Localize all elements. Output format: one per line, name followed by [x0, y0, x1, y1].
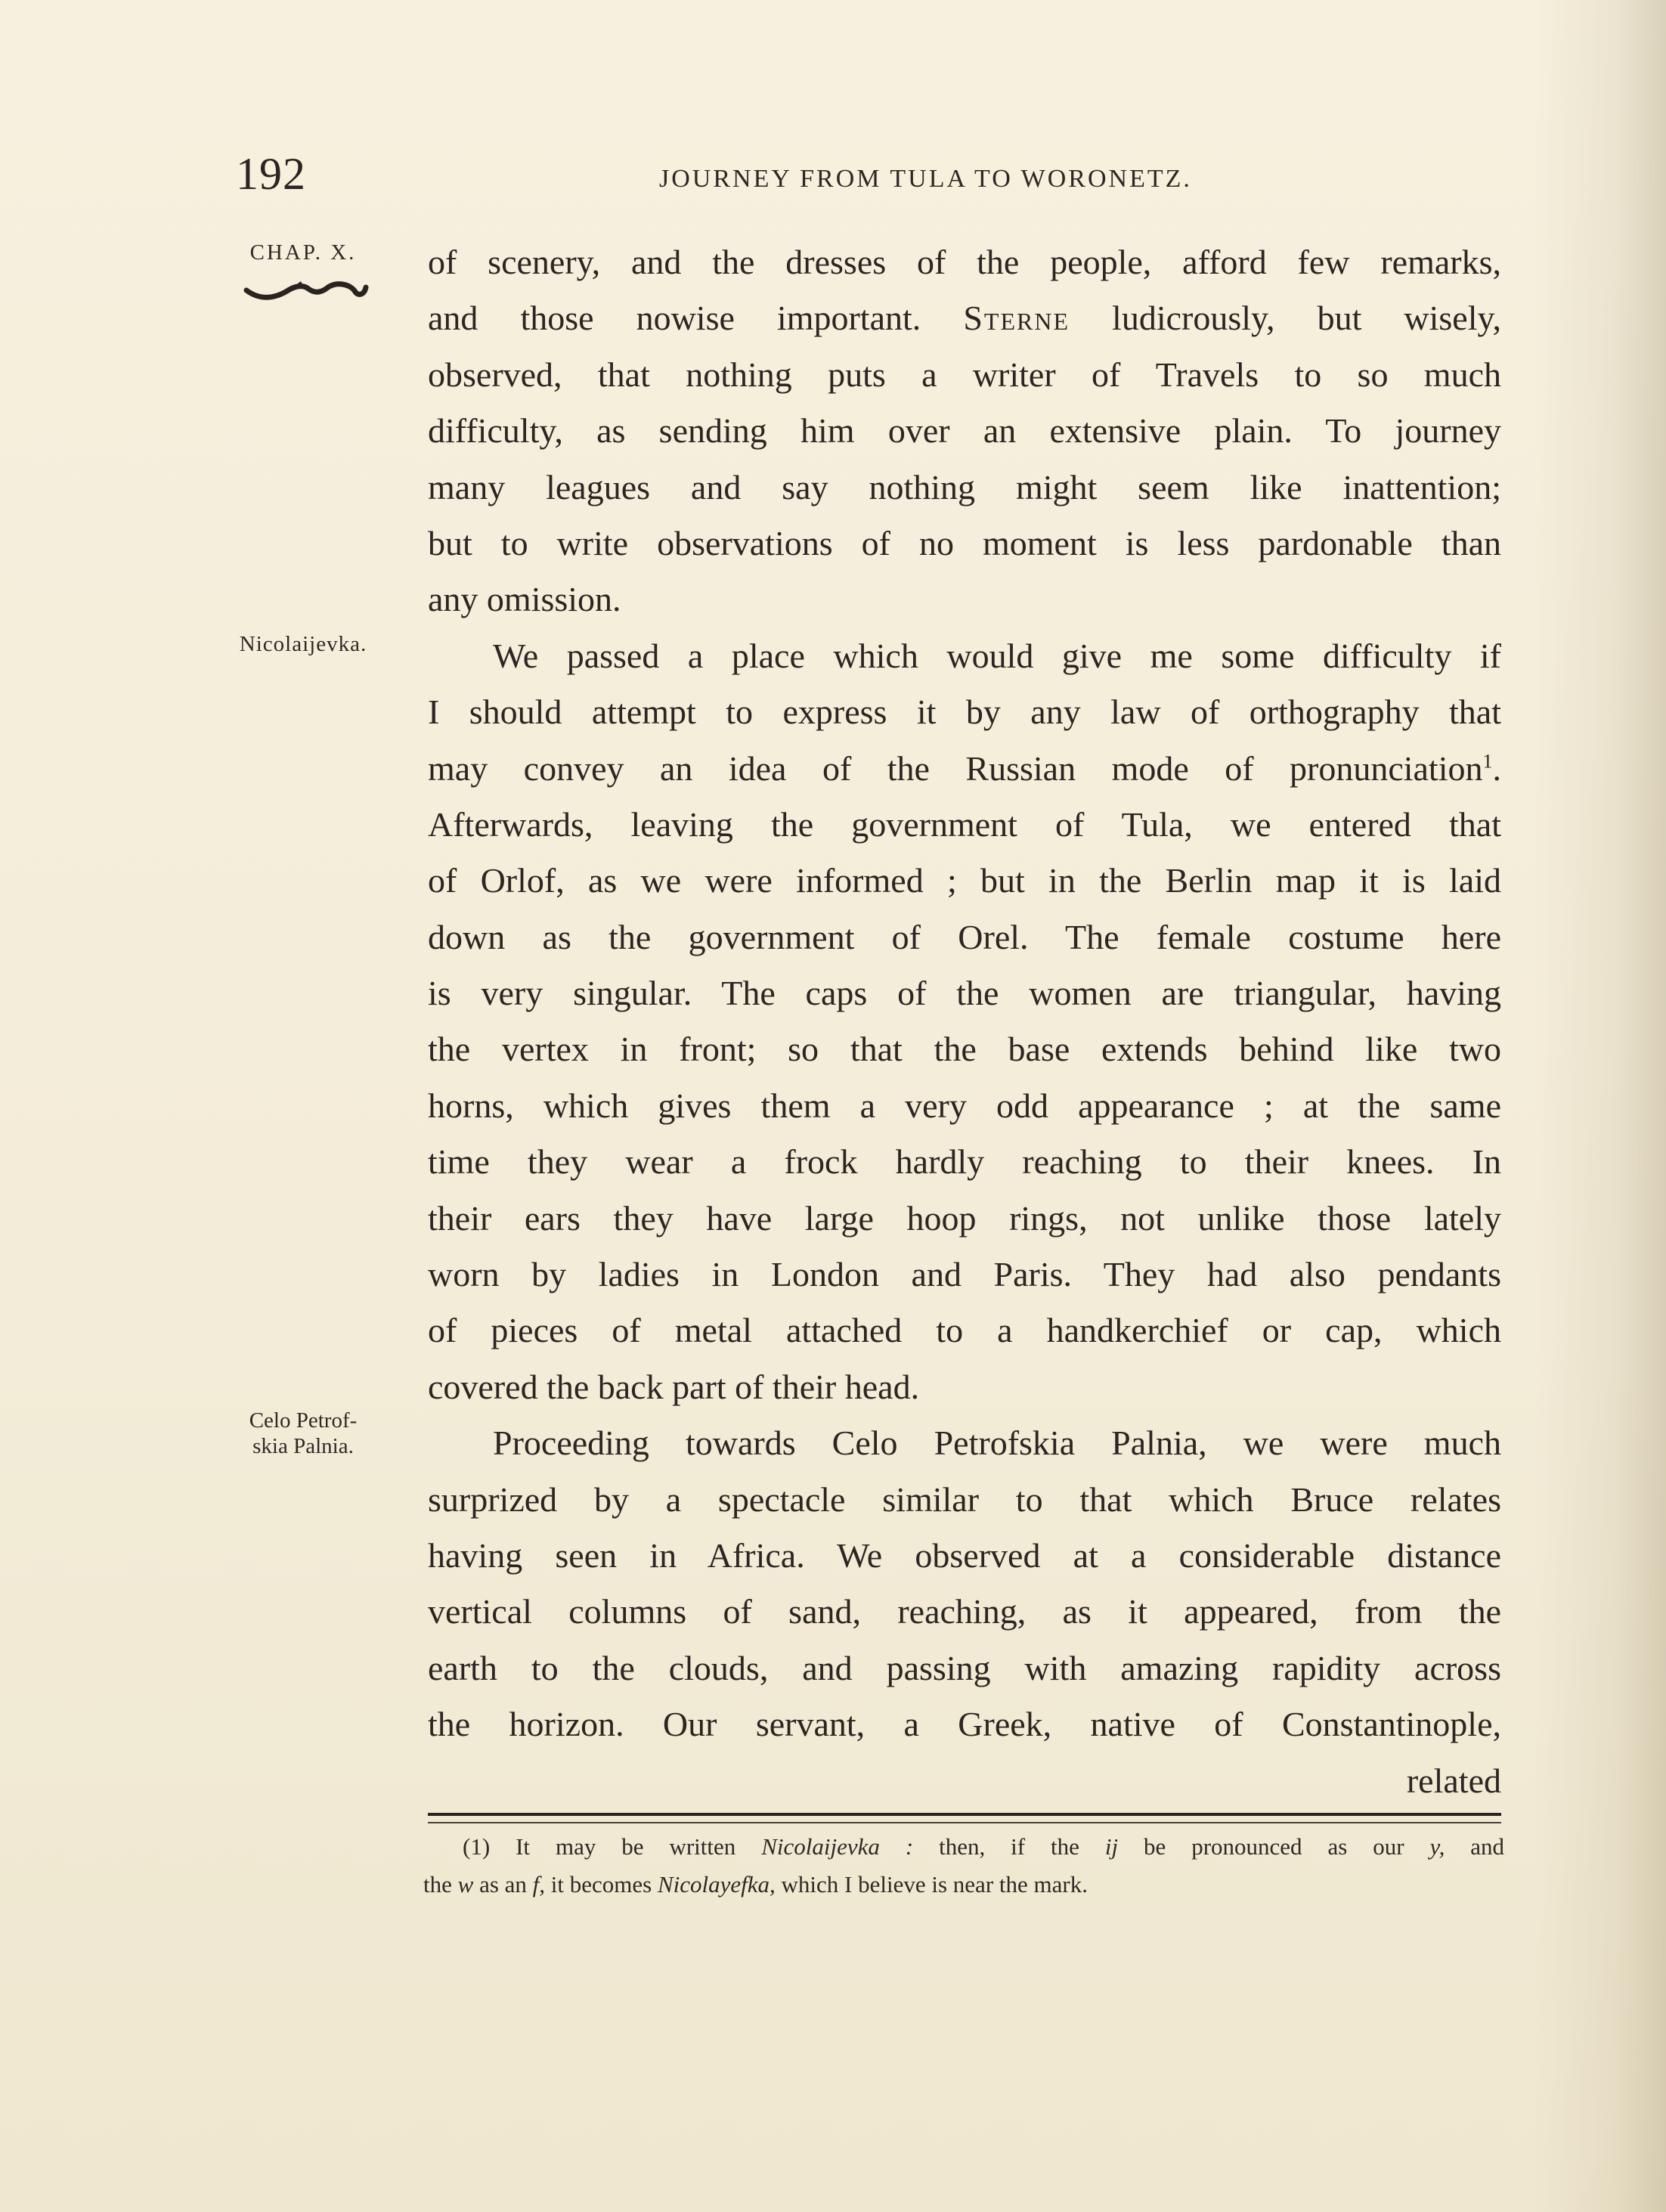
- text-line: any omission.: [428, 580, 621, 619]
- text-line: but to write observations of no moment is less pardonable than: [428, 523, 1501, 562]
- footnote-marker: (1): [463, 1833, 491, 1860]
- text-span: and: [1470, 1833, 1505, 1860]
- text-span: may convey an idea of the Russian mode of pronunciation: [428, 748, 1483, 788]
- text-line: [428, 290, 1501, 346]
- text-line: vertical columns of sand, reaching, as it appeared, from the: [428, 1592, 1501, 1631]
- margin-note-celo: [224, 1408, 382, 1459]
- text-line: many leagues and say nothing might seem like inattention;: [428, 467, 1501, 507]
- footnote-rule-thin: [428, 1822, 1501, 1823]
- text-line: horns, which gives them a very odd appearance ; at the same: [428, 1086, 1501, 1125]
- text-span: then, if the: [939, 1833, 1079, 1860]
- text-line: [428, 741, 1501, 797]
- text-span: be pronounced as our: [1144, 1833, 1404, 1860]
- text-span: the: [423, 1871, 452, 1898]
- running-head: JOURNEY FROM TULA TO WORONETZ.: [659, 165, 1192, 193]
- text-line: having seen in Africa. We observed at a considerable distance: [428, 1535, 1501, 1575]
- text-line: surprized by a spectacle similar to that which Bruce relates: [428, 1479, 1501, 1519]
- text-line: Afterwards, leaving the government of Tula, we entered that: [428, 804, 1501, 844]
- footnote-ref: 1: [1482, 750, 1493, 773]
- text-line: of Orlof, as we were informed ; but in the Berlin map it is laid: [428, 861, 1501, 900]
- margin-note-nicolaijevka: Nicolaijevka.: [239, 632, 367, 656]
- page-number: 192: [236, 149, 306, 199]
- text-span: f,: [532, 1871, 546, 1898]
- text-span: w: [457, 1871, 474, 1898]
- text-line: I should attempt to express it by any law of orthography that: [428, 692, 1501, 732]
- footnote-rule: [428, 1813, 1501, 1816]
- text-line: down as the government of Orel. The female costume here: [428, 917, 1501, 956]
- text-span: ij: [1104, 1833, 1119, 1860]
- text-line: the horizon. Our servant, a Greek, native of Constantinople,: [428, 1705, 1501, 1744]
- text-span: Nicolaijevka :: [761, 1833, 914, 1860]
- text-span: it becomes: [550, 1871, 652, 1898]
- margin-note-celo-line1: Celo Petrof-: [249, 1408, 358, 1433]
- text-line: observed, that nothing puts a writer of Travels to so much: [428, 355, 1501, 394]
- text-line: covered the back part of their head.: [428, 1367, 920, 1406]
- text-span: .: [1492, 748, 1501, 788]
- text-line: their ears they have large hoop rings, not unlike those lately: [428, 1198, 1501, 1238]
- text-line: worn by ladies in London and Paris. They had also pendants: [428, 1255, 1501, 1294]
- page-header: [236, 148, 1536, 216]
- text-span: which I believe is near the mark.: [781, 1871, 1088, 1898]
- text-line: We passed a place which would give me some difficulty if: [493, 636, 1501, 675]
- body-text: [428, 234, 1501, 1809]
- text-span: y,: [1429, 1833, 1445, 1860]
- text-span: It may be written: [516, 1833, 736, 1860]
- footnote: [423, 1828, 1504, 1904]
- name-sterne: Sterne: [963, 299, 1070, 338]
- chapter-marker: CHAP. X.: [249, 240, 357, 265]
- catchword: related: [1406, 1761, 1501, 1800]
- ornament-flourish-icon: [242, 277, 370, 305]
- text-line: Proceeding towards Celo Petrofskia Palnia, we were much: [493, 1424, 1501, 1463]
- text-line: difficulty, as sending him over an extensive plain. To journey: [428, 411, 1501, 451]
- text-line: of pieces of metal attached to a handkerchief or cap, which: [428, 1311, 1501, 1350]
- text-line: time they wear a frock hardly reaching to their knees. In: [428, 1142, 1501, 1182]
- text-line: of scenery, and the dresses of the people, afford few remarks,: [428, 243, 1501, 281]
- text-span: and those nowise important.: [428, 299, 921, 338]
- text-line: earth to the clouds, and passing with amazing rapidity across: [428, 1648, 1501, 1687]
- text-line: the vertex in front; so that the base extends behind like two: [428, 1030, 1501, 1069]
- text-span: Nicolayefka,: [657, 1871, 776, 1898]
- text-line: is very singular. The caps of the women are triangular, having: [428, 974, 1501, 1013]
- footnote-line: [423, 1866, 1504, 1904]
- margin-note-celo-line2: skia Palnia.: [252, 1434, 354, 1458]
- text-span: ludicrously, but wisely,: [1112, 299, 1501, 338]
- footnote-line: [423, 1828, 1504, 1866]
- text-span: as an: [479, 1871, 527, 1898]
